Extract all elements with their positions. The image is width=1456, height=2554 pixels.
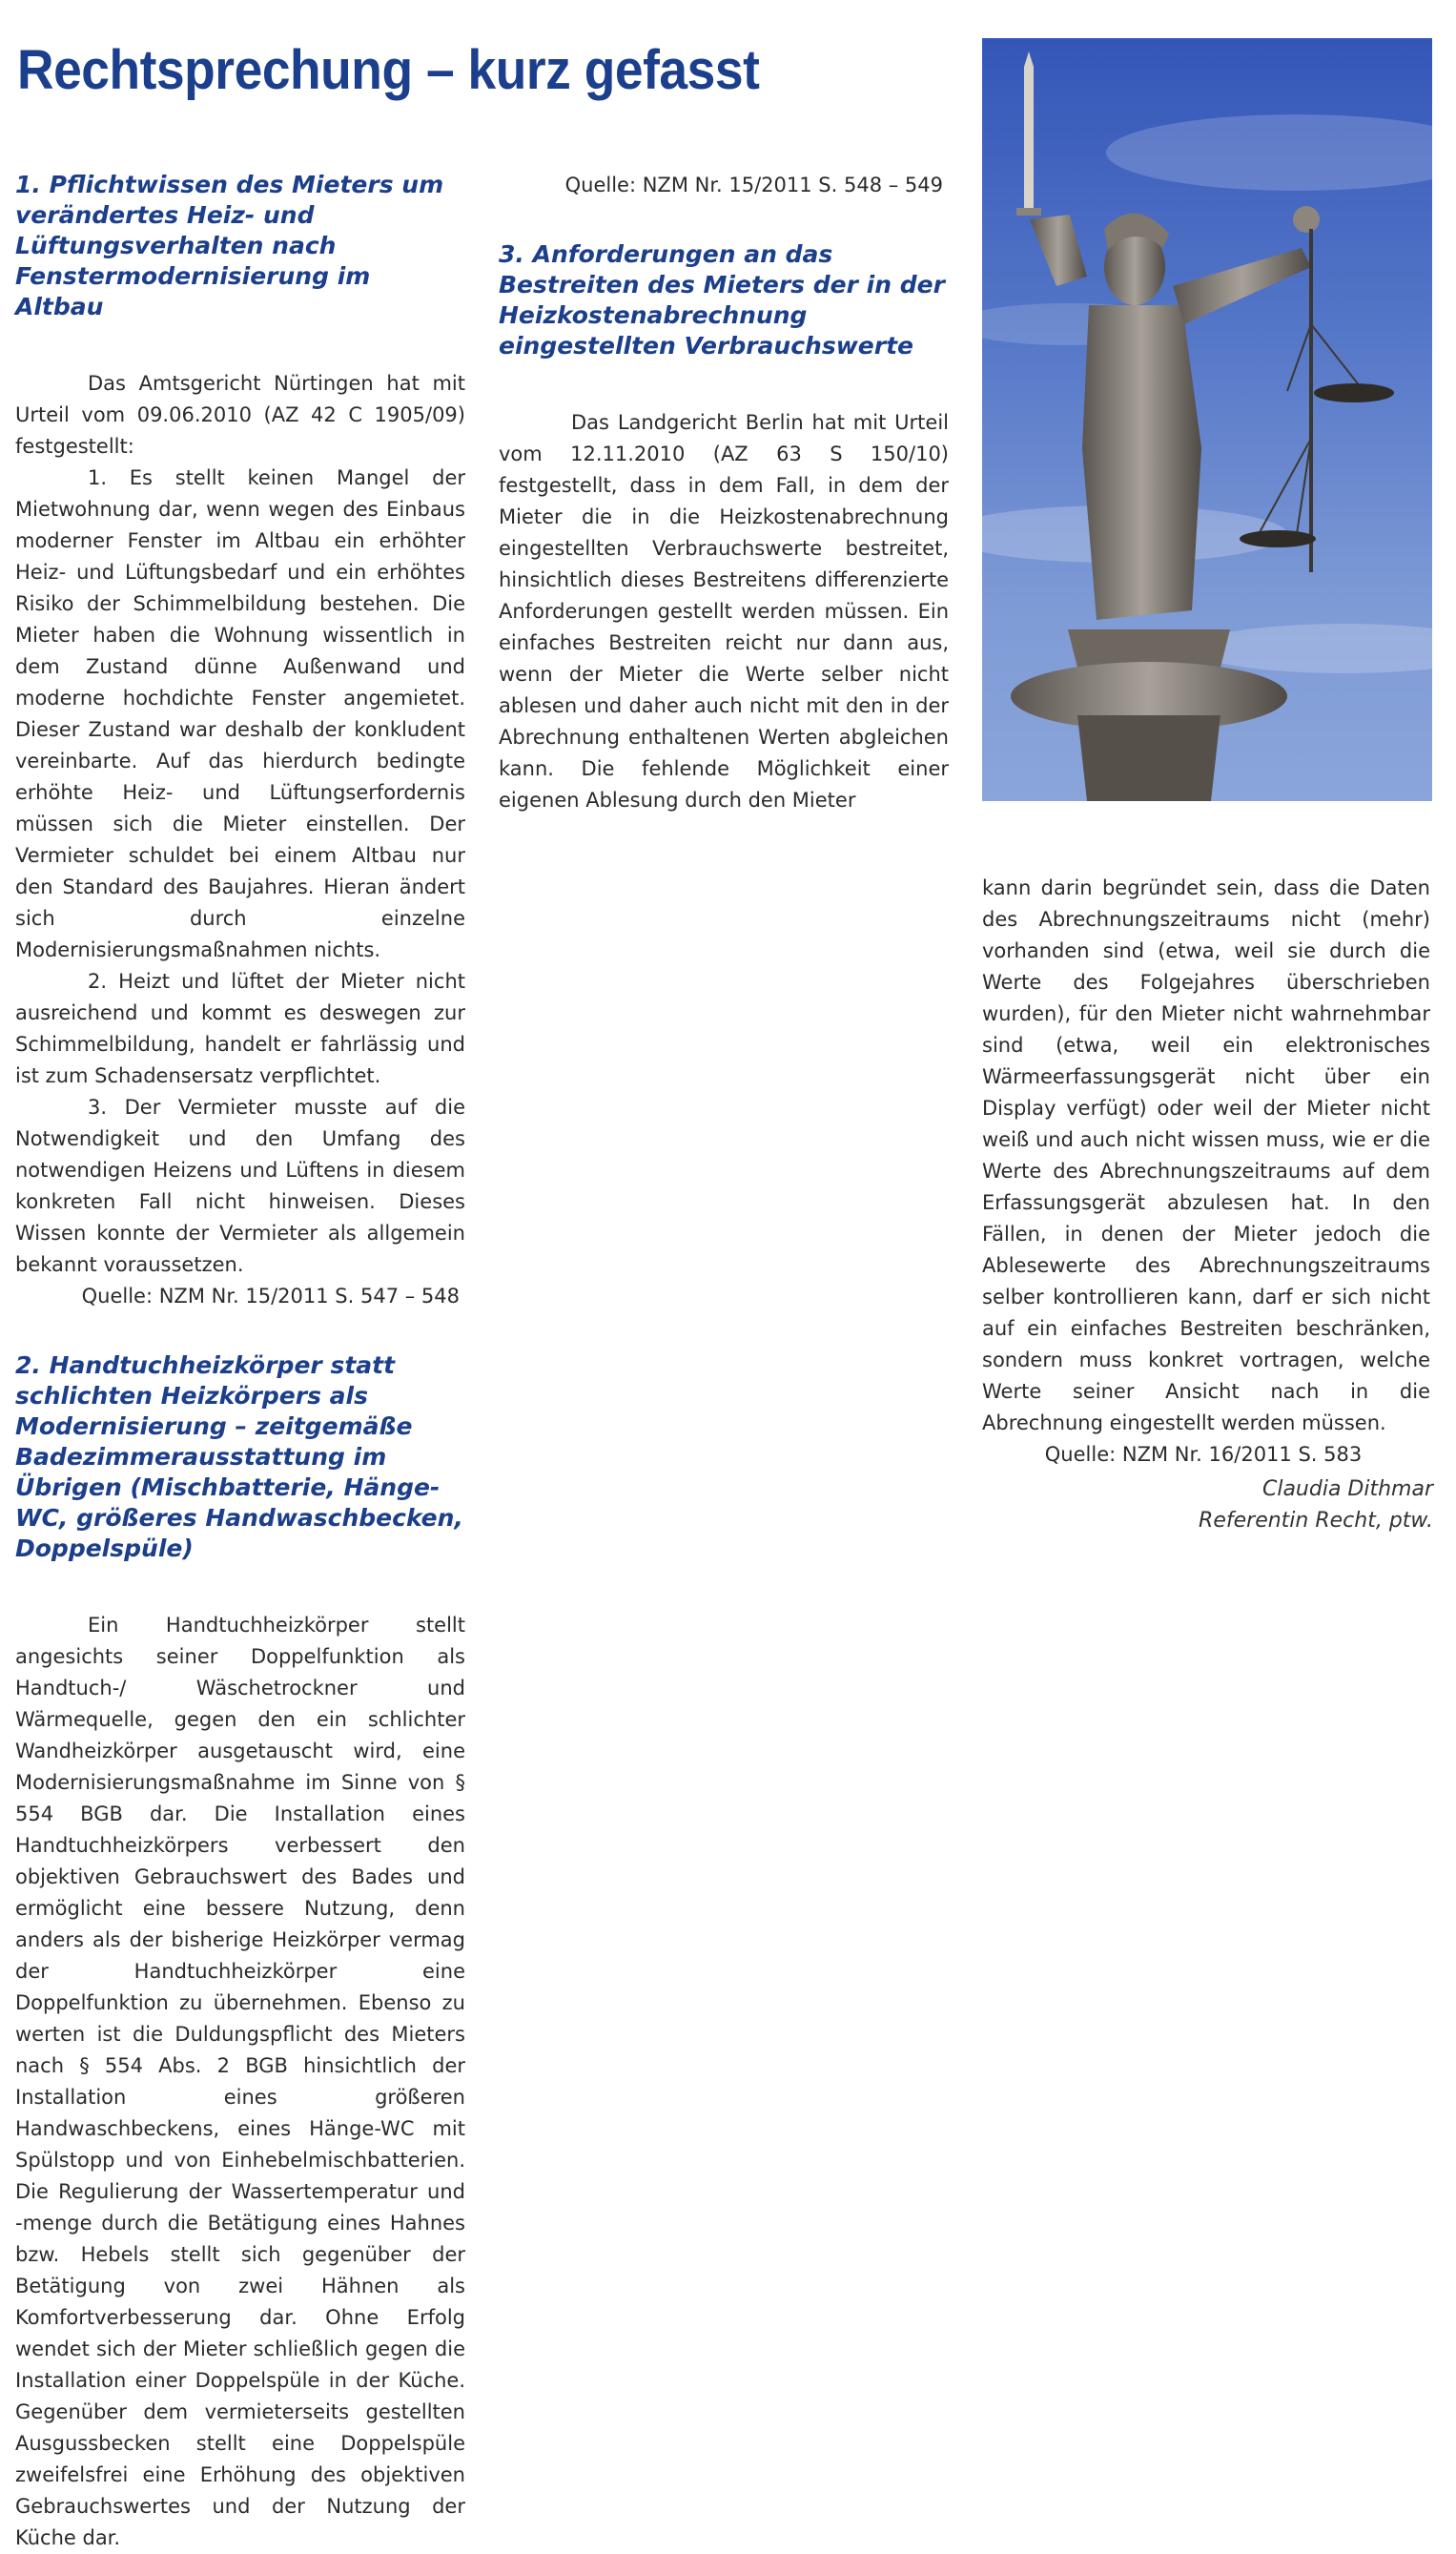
page-title: Rechtsprechung – kurz gefasst	[17, 39, 760, 101]
section-3-heading: 3. Anforderungen an das Bestreiten des Mieters der in der Heizkostenabrechnung eingestellten Verbrauchswerte	[499, 240, 945, 360]
section-2-source: Quelle: NZM Nr. 15/2011 S. 548 – 549	[564, 174, 943, 196]
author-role: Referentin Recht, ptw.	[1199, 1509, 1433, 1533]
section-3-source: Quelle: NZM Nr. 16/2011 S. 583	[1044, 1443, 1363, 1466]
section-1-intro: Das Amtsgericht Nürtingen hat mit Urteil vom 09.06.2010 (AZ 42 C 1905/09) festgestellt:	[15, 372, 465, 458]
justitia-statue-illustration	[982, 38, 1432, 801]
section-3-body: Das Landgericht Berlin hat mit Urteil vom 12.11.2010 (AZ 63 S 150/10) festgestellt, dass in dem Fall, in dem der Mieter die in die Heizkostenabrechnung eingestellten Verbrauchswerte bestreitet, hinsichtlich dieses Bestreitens differenzierte Anforderungen gestellt werden müssen. Ein einfaches Bestreiten reicht nur dann aus, wenn der Mieter die Werte selber nicht ablesen und daher auch nicht mit den in der Abrechnung enthaltenen Werten abgleichen kann. Die fehlende Möglichkeit einer eigenen Ablesung durch den Mieter	[499, 411, 949, 812]
section-1-point-3: 3. Der Vermieter musste auf die Notwendigkeit und den Umfang des notwendigen Heizens und Lüftens in diesem konkreten Fall nicht hinweisen. Dieses Wissen konnte der Vermieter als allgemein bekannt voraussetzen.	[15, 1096, 465, 1276]
section-3-continued: kann darin begründet sein, dass die Daten des Abrechnungszeitraums nicht (mehr) vorhanden sind (etwa, weil sie durch die Werte des Folgejahres überschrieben wurden), für den Mieter nicht wahrnehmbar sind (etwa, weil ein elektronisches Wärmeerfassungsgerät nicht über ein Display verfügt) oder weil der Mieter nicht weiß und auch nicht wissen muss, wie er die Werte des Abrechnungszeitraums auf dem Erfassungsgerät abzulesen hat. In den Fällen, in denen der Mieter jedoch die Ablesewerte des Abrechnungszeitraums selber kontrollieren kann, darf er sich nicht auf ein einfaches Bestreiten beschränken, sondern muss konkret vortragen, welche Werte seiner Ansicht nach in die Abrechnung eingestellt werden müssen.	[982, 876, 1430, 1434]
section-2-heading: 2. Handtuchheizkörper statt schlichten Heizkörpers als Modernisierung – zeitgemäße Badezimmerausstattung im Übrigen (Mischbatterie, Hänge-WC, größeres Handwaschbecken, Doppelspüle)	[15, 1351, 463, 1562]
column-left	[15, 170, 465, 2554]
section-2-body: Ein Handtuchheizkörper stellt angesichts seiner Doppelfunktion als Handtuch-/ Wäschetrockner und Wärmequelle, gegen den ein schlichter Wandheizkörper ausgetauscht wird, eine Modernisierungsmaßnahme im Sinne von § 554 BGB dar. Die Installation eines Handtuchheizkörpers verbessert den objektiven Gebrauchswert des Bades und ermöglicht eine bessere Nutzung, denn anders als der bisherige Heizkörper vermag der Handtuchheizkörper eine Doppelfunktion zu übernehmen. Ebenso zu werten ist die Duldungspflicht des Mieters nach § 554 Abs. 2 BGB hinsichtlich der Installation eines größeren Handwaschbeckens, eines Hänge-WC mit Spülstopp und von Einhebelmischbatterien. Die Regulierung der Wassertemperatur und -menge durch die Betätigung eines Hahnes bzw. Hebels stellt sich gegenüber der Betätigung von zwei Hähnen als Komfortverbesserung dar. Ohne Erfolg wendet sich der Mieter schließlich gegen die Installation einer Doppelspüle in der Küche. Gegenüber dem vermieterseits gestellten Ausgussbecken stellt eine Doppelspüle zweifelsfrei eine Erhöhung des objektiven Gebrauchswertes und der Nutzung der Küche dar.	[15, 1614, 465, 2549]
author-signature	[1199, 1473, 1433, 1536]
section-1-point-2: 2. Heizt und lüftet der Mieter nicht ausreichend und kommt es deswegen zur Schimmelbildung, handelt er fahrlässig und ist zum Schadensersatz verpflichtet.	[15, 970, 465, 1087]
section-1-point-1: 1. Es stellt keinen Mangel der Mietwohnung dar, wenn wegen des Einbaus moderner Fenster im Altbau ein erhöhter Heiz- und Lüftungsbedarf und ein erhöhtes Risiko der Schimmelbildung bestehen. Die Mieter haben die Wohnung wissentlich in dem Zustand dünne Außenwand und moderne hochdichte Fenster angemietet. Dieser Zustand war deshalb der konkludent vereinbarte. Auf das hierdurch bedingte erhöhte Heiz- und Lüftungserfordernis müssen sich die Mieter einstellen. Der Vermieter schuldet bei einem Altbau nur den Standard des Baujahres. Hieran ändert sich durch einzelne Modernisierungsmaßnahmen nichts.	[15, 466, 465, 961]
author-name: Claudia Dithmar	[1261, 1477, 1433, 1501]
column-right	[982, 873, 1430, 1471]
section-1-source: Quelle: NZM Nr. 15/2011 S. 547 – 548	[81, 1285, 460, 1308]
section-1-heading: 1. Pflichtwissen des Mieters um verändertes Heiz- und Lüftungsverhalten nach Fenstermodernisierung im Altbau	[15, 171, 444, 320]
column-middle	[499, 170, 949, 816]
justitia-statue-photo	[982, 38, 1432, 801]
